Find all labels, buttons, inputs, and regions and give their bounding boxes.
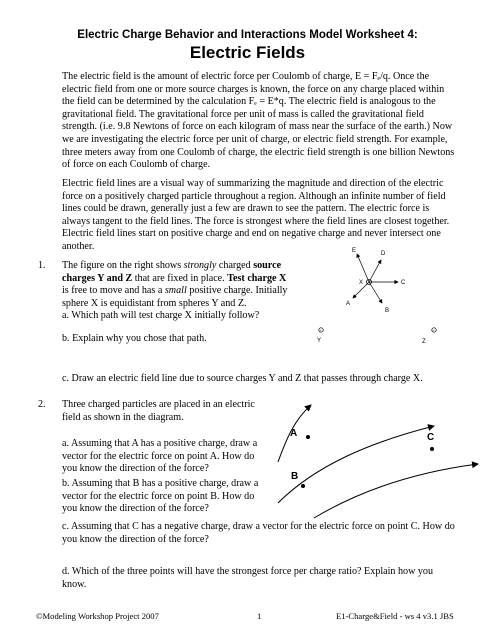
intro-p2-line: Electric field lines start on positive charge and end on negative charge and never intersect one	[62, 228, 441, 240]
path-d-arrow	[369, 260, 381, 282]
question-2-number: 2.	[38, 399, 46, 410]
point-b-label: B	[291, 471, 299, 482]
q1-charge-diagram	[312, 240, 452, 352]
intro-p2-line: force on a positively charged particle throughout a region. Although an infinite number of field	[62, 190, 446, 202]
intro-p1-line: electric field from one or more source charges is known, the force on any charge placed within	[62, 83, 445, 95]
intro-p1-line: the field can be determined by the calculation Fₑ = E*q. The electric field is analogous to the	[62, 96, 436, 108]
intro-p1-line: we are investigating the electric force per unit of charge, or electric field strength. For example,	[62, 133, 448, 145]
worksheet-title: Electric Fields	[189, 43, 306, 62]
label-a: A	[346, 301, 351, 307]
q2a-line: a. Assuming that A has a positive charge, draw a	[62, 438, 258, 449]
label-d: D	[381, 251, 386, 257]
q2d-line: know.	[62, 578, 87, 590]
q1-text: The figure on the right shows	[62, 260, 184, 271]
q1-text: that are fixed in place.	[132, 272, 228, 284]
q2-stem-line: field as shown in the diagram.	[62, 411, 184, 423]
intro-p2-line: always tangent to the field lines. The force is strongest where the field lines are closest together.	[62, 215, 450, 227]
intro-p2-line: another.	[62, 240, 95, 252]
q1-text: sphere X is equidistant from spheres Y and Z.	[62, 297, 247, 309]
q2a-line: vector for the electric force on point A. How do	[62, 450, 255, 462]
q2c-line: c. Assuming that C has a negative charge, draw a vector for the electric force on point C. How do	[62, 521, 455, 532]
footer-document-id: E1-Charge&Field - ws 4 v3.1 JBS	[336, 611, 454, 621]
footer-copyright: ©Modeling Workshop Project 2007	[36, 611, 159, 621]
question-1-stem	[62, 260, 312, 323]
field-line-2	[278, 426, 434, 503]
question-1-part-b: b. Explain why you chose that path.	[62, 333, 207, 344]
question-2-part-b	[62, 478, 287, 516]
question-2-part-a	[62, 438, 287, 476]
q2b-line: you know the direction of the force?	[62, 503, 209, 515]
intro-p1-line: gravitational field. The gravitational force per unit of mass is called the gravitational field	[62, 108, 424, 120]
intro-p1-line: The electric field is the amount of electric force per Coulomb of charge, E = Fₑ/q. Once the	[62, 71, 430, 82]
path-b-arrow	[369, 282, 382, 303]
point-a	[306, 435, 310, 439]
q2b-line: vector for the electric force on point B. How do	[62, 490, 255, 502]
intro-p1-line: strength. (i.e. 9.8 Newtons of force on each kilogram of mass near the surface of the earth.) Now	[62, 121, 453, 133]
point-c	[430, 447, 434, 451]
intro-paragraph-1	[62, 71, 472, 172]
path-e-arrow	[357, 254, 369, 282]
label-b: B	[385, 308, 390, 314]
q1-emph: small	[164, 285, 187, 297]
label-e: E	[352, 248, 357, 254]
intro-p2-line: lines could be drawn, generally just a few are drawn to see the pattern. The electric force is	[62, 203, 430, 215]
q1-text: charged	[216, 260, 254, 271]
q1-bold: Test charge X	[227, 272, 287, 284]
intro-p2-line: Electric field lines are a visual way of summarizing the magnitude and direction of the electric	[62, 178, 444, 189]
q1-bold: charges Y and Z	[62, 272, 133, 284]
intro-p1-line: three meters away from one Coulomb of charge, the electric field strength is one billion Newtons	[62, 146, 455, 158]
q1-emph: strongly	[183, 260, 217, 271]
label-x: X	[359, 280, 364, 286]
footer-page-number: 1	[257, 611, 262, 621]
q2d-line: d. Which of the three points will have the strongest force per charge ratio? Explain how you	[62, 566, 434, 577]
question-1-number: 1.	[38, 260, 46, 271]
question-2-part-c	[62, 521, 492, 546]
intro-p1-line: of force on each Coulomb of charge.	[62, 159, 211, 171]
q1-text: is free to move and has a	[62, 285, 165, 297]
point-b	[301, 484, 305, 488]
label-z: Z	[422, 339, 426, 345]
q1-part-a: a. Which path will test charge X initially follow?	[62, 310, 260, 322]
q1-bold: source	[253, 260, 282, 271]
question-2-part-d	[62, 566, 492, 591]
question-2-stem	[62, 399, 282, 424]
q2c-line: you know the direction of the force?	[62, 533, 209, 545]
q2a-line: you know the direction of the force?	[62, 463, 209, 475]
point-c-label: C	[427, 432, 435, 443]
worksheet-subtitle: Electric Charge Behavior and Interactions Model Worksheet 4:	[77, 29, 418, 41]
q2-stem-line: Three charged particles are placed in an electric	[62, 399, 255, 410]
plus-sign-y: +	[319, 329, 322, 333]
plus-sign-z: +	[432, 329, 435, 333]
q1-text: positive charge. Initially	[186, 285, 288, 297]
label-c: C	[401, 280, 406, 286]
point-a-label: A	[290, 428, 298, 439]
q2-field-diagram	[276, 400, 481, 520]
field-line-3	[314, 464, 478, 518]
label-y: Y	[317, 338, 322, 344]
question-1-part-c: c. Draw an electric field line due to source charges Y and Z that passes through charge X.	[62, 373, 423, 384]
q2b-line: b. Assuming that B has a positive charge, draw a	[62, 478, 259, 489]
